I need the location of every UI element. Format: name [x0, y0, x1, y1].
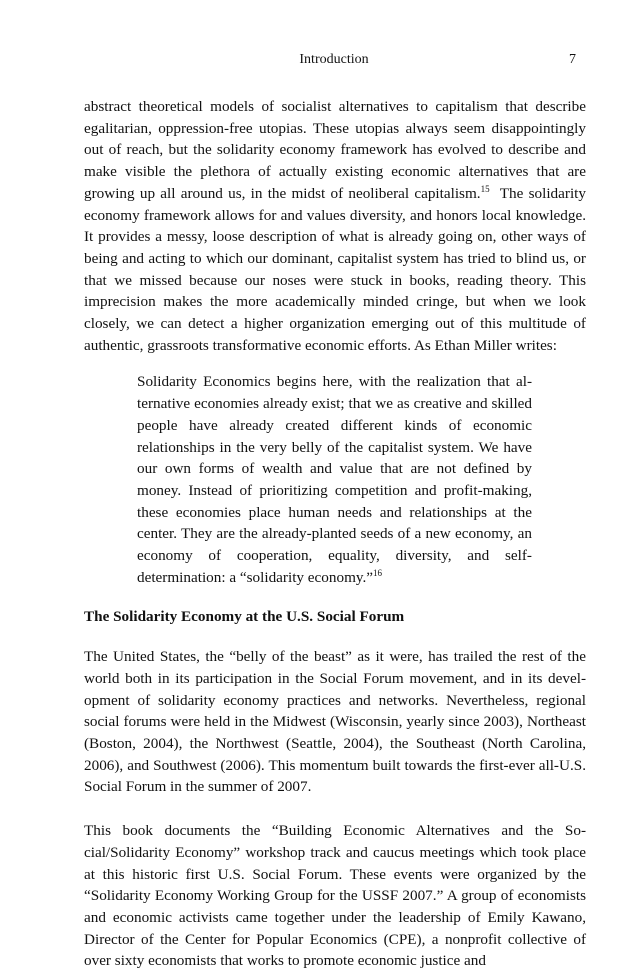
page-body	[84, 96, 586, 972]
page-number: 7	[569, 52, 576, 67]
footnote-marker-16: 16	[373, 567, 383, 578]
paragraph-us-forum: The United States, the “belly of the beast” as it were, has trailed the rest of the world both in its participation in the Social Forum movement, and in its development of solidarity economy practices and networks. Nevertheless, regional social forums were held in the Midwest (Wisconsin, yearly since 2003), Northeast (Boston, 2004), the Northwest (Seattle, 2004), the Southeast (North Carolina, 2006), and Southwest (2006). This momentum built towards the first-ever all-U.S. Social Forum in the summer of 2007.	[84, 648, 586, 796]
section-heading: The Solidarity Economy at the U.S. Social Forum	[84, 608, 405, 626]
footnote-marker-15: 15	[480, 183, 490, 194]
paragraph-book-documents: This book documents the “Building Economic Alternatives and the Social/Solidarity Economy” workshop track and caucus meetings which took place at this historic first U.S. Social Forum. These events were organized by the “Solidarity Economy Working Group for the USSF 2007.” A group of economists and economic activists came together under the leadership of Emily Kawano, Director of the Center for Popular Economics (CPE), a nonprofit collective of over sixty economists that works to promote economic justice and	[84, 822, 586, 970]
running-header	[84, 52, 584, 72]
paragraph-intro-text: abstract theoretical models of socialist alternatives to capitalism that describe egalitarian, oppression-free utopias. These utopias always seem disappointingly out of reach, but the solidarity economy framework has evolved to describe and make visible the plethora of actually existing economic alternatives that are growing up all around us, in the midst of neoliberal capitalism.	[84, 98, 586, 202]
block-quote	[137, 371, 532, 588]
paragraph-intro	[84, 96, 586, 356]
running-title: Introduction	[299, 52, 369, 67]
block-quote-text: Solidarity Economics begins here, with the realization that alternative economies already exist; that we as creative and skilled people have already created different kinds of economic relationships in the very belly of the capitalist system. We have our own forms of wealth and value that are not defined by money. Instead of prioritizing competition and profit-making, these economies place human needs and relationships at the center. They are the already-planted seeds of a new economy, an economy of cooperation, equality, diversity, and self-determination: a “solidarity economy.”	[137, 373, 532, 586]
paragraph-intro-continued: The solidarity economy framework allows for and values diversity, and honors local knowledge. It provides a messy, loose description of what is already going on, other ways of being and acting to which our dominant, capitalist system has tried to blind us, or that we missed because our noses were stuck in books, reading theory. This imprecision makes the more academically minded cringe, but when we look closely, we can detect a higher organization emerging out of this multitude of authentic, grassroots transformative economic efforts. As Ethan Miller writes:	[84, 184, 586, 354]
